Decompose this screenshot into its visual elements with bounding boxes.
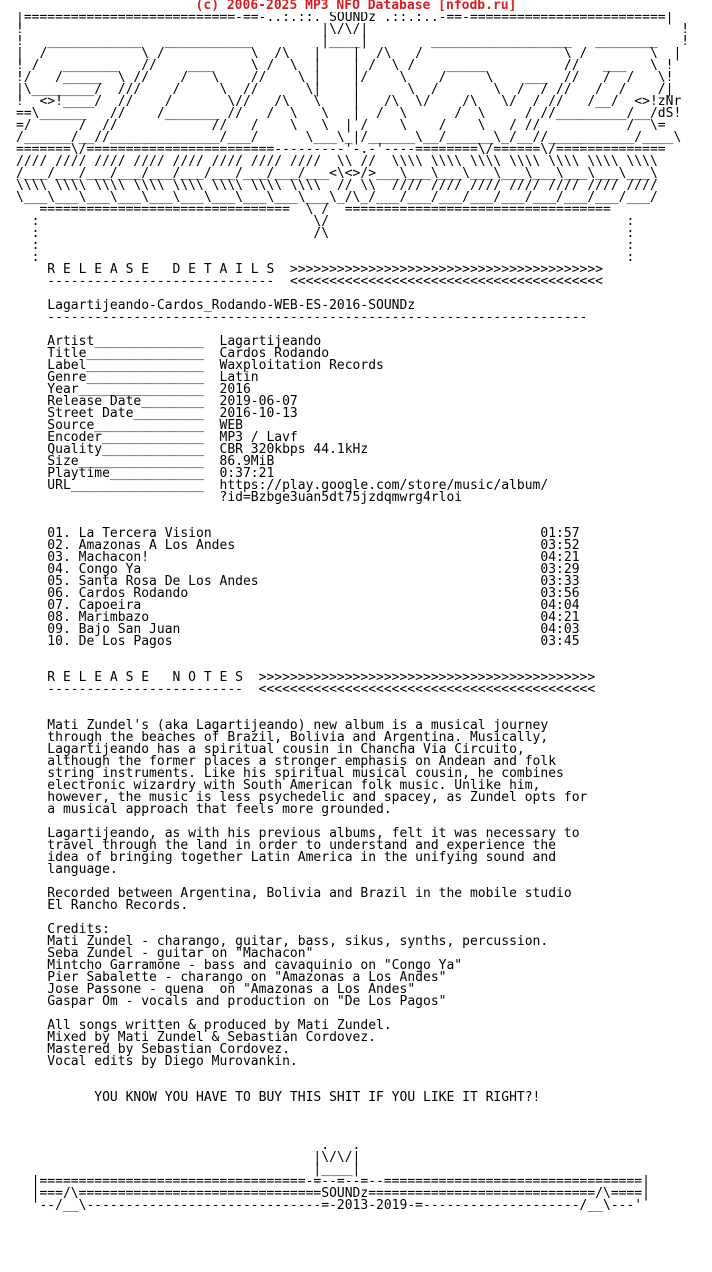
copyright-banner: (c) 2006-2025 MP3 NFO Database [nfodb.ru]	[195, 0, 517, 13]
nfo-text: |===========================-==-..:.::. SOUNDz .::.:..-==-=========================| ! |\/\/| ! ! ____________ ___________ |____| __________________ ________ ! | / \ / \ /\ | | /\ / \ / \ | ! / _______ // ___ \ / \ | | / \ / _____ // ___ \ ! !/ /_____ \ // / \ // \ | |/ \ / \ ___ // / / \! |\________/ /// / \ // \| | \ / \ / / // / / /| ! <>!____/ // / \// /\ \ | /\ \/ /\ \/ / // /__/ <>!zNr ==\______ // /_______ // / \ \ | / \ / \ / //_________/__/dS! =/ / // // / \ \ | / \ / \ / // / \= /______/__//______________/___/ \___\_|/______\__/______\_/__//___________/____\ =======\/========================---------'-.-'----========\/======\/============== //// //// //// //// //// //// //// //// \\ // \\\\ \\\\ \\\\ \\\\ \\\\ \\\\ \\\\ /___/___/___/___/___/___/___/___/___/___<\<>/>___\___\___\___\___\___\___\___\___\ \\\\ \\\\ \\\\ \\\\ \\\\ \\\\ \\\\ \\\\ // \\ //// //// //// //// //// //// //// \___\___\___\___\___\___\___\___\___\___\_/\_/___/___/___/___/___/___/___/___/___/ ================================ \ / ================================== : \/ : : /\ : : : : : R E L E A S E D E T A I L S >>>>>>>>>>>>>>>>>>>>>>>>>>>>>>>>>>>>>>>> ----------------------------- <<<<<<<<<<<<<<<<<<<<<<<<<<<<<<<<<<<<<<<< Lagartijeando-Cardos_Rodando-WEB-ES-2016-SOUNDz --------------------------------------------------------------------- Artist______________ Lagartijeando Title_______________ Cardos Rodando Label_______________ Waxploitation Records Genre_______________ Latin Year________________ 2016 Release Date________ 2019-06-07 Street Date_________ 2016-10-13 Source______________ WEB Encoder_____________ MP3 / Lavf Quality_____________ CBR 320kbps 44.1kHz Size________________ 86.9MiB Playtime____________ 0:37:21 URL_________________ https://play.google.com/store/music/album/ ?id=Bzbge3uan5dt75jzdqmwrg4rloi 01. La Tercera Vision 01:57 02. Amazonas A Los Andes 03:52 03. Machacon! 04:21 04. Congo Ya 03:29 05. Santa Rosa De Los Andes 03:33 06. Cardos Rodando 03:56 07. Capoeira 04:04 08. Marimbazo 04:21 09. Bajo San Juan 04:03 10. De Los Pagos 03:45 R E L E A S E N O T E S >>>>>>>>>>>>>>>>>>>>>>>>>>>>>>>>>>>>>>>>>>> ------------------------- <<<<<<<<<<<<<<<<<<<<<<<<<<<<<<<<<<<<<<<<<<< Mati Zundel's (aka Lagartijeando) new album is a musical journey through the beaches of Brazil, Bolivia and Argentina. Musically, Lagartijeando has a spiritual cousin in Chancha Via Circuito, although the former places a stronger emphasis on Andean and folk string instruments. Like his spiritual musical cousin, he combines electronic wizardry with South American folk music. Unlike him, however, the music is less psychedelic and spacey, as Zundel opts for a musical approach that feels more grounded. Lagartijeando, as with his previous albums, felt it was necessary to travel through the land in order to understand and experience the idea of bringing together Latin America in the unifying sound and language. Recorded between Argentina, Bolivia and Brazil in the mobile studio El Rancho Records. Credits: Mati Zundel - charango, guitar, bass, sikus, synths, percussion. Seba Zundel - guitar on "Machacon" Mintcho Garramone - bass and cavaquinio on "Congo Ya" Pier Sabalette - charango on "Amazonas a Los Andes" Jose Passone - quena on "Amazonas a Los Andes" Gaspar Om - vocals and production on "De Los Pagos" All songs written & produced by Mati Zundel. Mixed by Mati Zundel & Sebastian Cordovez. Mastered by Sebastian Cordovez. Vocal edits by Diego Murovankin. YOU KNOW YOU HAVE TO BUY THIS SHIT IF YOU LIKE IT RIGHT?! . . |\/\/| |____| |==================================-=--=--=--=================================| |===/\===============================SOUNDz=============================/\====| '--/__\------------------------------=-2013-2019-=--------------------/__\---'	[16, 12, 690, 1212]
